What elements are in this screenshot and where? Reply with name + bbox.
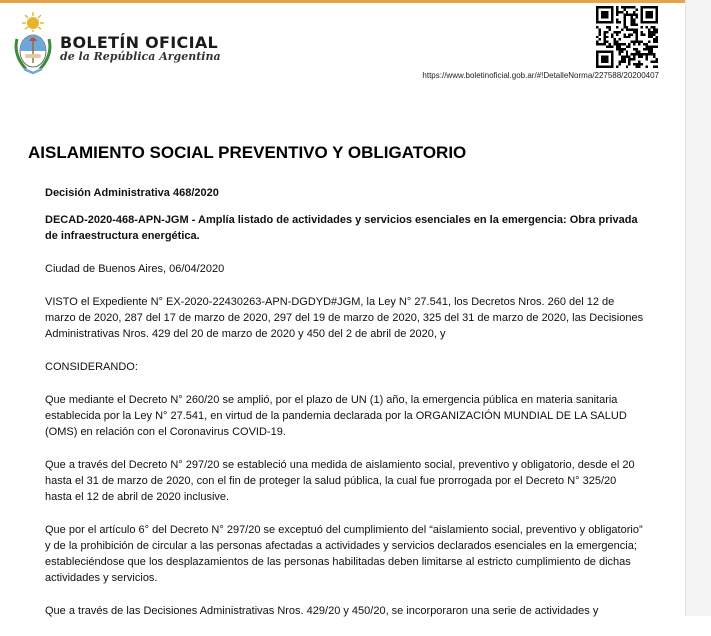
- body-paragraph: Que a través de las Decisiones Administrativas Nros. 429/20 y 450/20, se incorporaron una serie de actividades y: [45, 605, 599, 617]
- body-paragraph: Que mediante el Decreto N° 260/20 se amplió, por el plazo de UN (1) año, la emergencia pública en materia sanitaria establecida por la Ley N° 27.541, en virtud de la pandemia declarada por la ORGANIZACIÓN MUNDIAL DE LA SALUD (OMS) en relación con el Coronavirus COVID-19.: [45, 394, 627, 438]
- decision-heading: DECAD-2020-468-APN-JGM - Amplía listado de actividades y servicios esenciales en la emergencia: Obra privada de infraestructura energética.: [45, 214, 638, 242]
- document-page: [0, 3, 685, 616]
- qr-code-icon: [596, 6, 658, 68]
- section-title: AISLAMIENTO SOCIAL PREVENTIVO Y OBLIGATORIO: [28, 143, 467, 162]
- body-paragraph: Que por el artículo 6° del Decreto N° 297/20 se exceptuó del cumplimiento del “aislamiento social, preventivo y obligatorio” y de la prohibición de circular a las personas afectadas a actividades y servicios declarados esenciales en la emergencia; estableciéndose que los desplazamientos de las personas habilitadas deben limitarse al estricto cumplimiento de dichas actividades y servicios.: [45, 524, 643, 584]
- document-body: [45, 185, 645, 636]
- place-date: Ciudad de Buenos Aires, 06/04/2020: [45, 263, 225, 275]
- decision-number: Decisión Administrativa 468/2020: [45, 187, 219, 199]
- brand-subtitle: de la República Argentina: [60, 50, 221, 63]
- brand-name: BOLETÍN OFICIAL: [60, 33, 219, 52]
- visto-paragraph: VISTO el Expediente N° EX-2020-22430263-APN-DGDYD#JGM, la Ley N° 27.541, los Decretos Nros. 260 del 12 de marzo de 2020, 287 del 17 de marzo de 2020, 297 del 19 de marzo de 2020, 325 del 31 de marzo de 2020, las Decisiones Administrativas Nros. 429 del 20 de marzo de 2020 y 450 del 2 de abril de 2020, y: [45, 296, 644, 340]
- body-paragraph: Que a través del Decreto N° 297/20 se estableció una medida de aislamiento social, preventivo y obligatorio, desde el 20 hasta el 31 de marzo de 2020, con el fin de proteger la salud pública, la cual fue prorrogada por el Decreto N° 325/20 hasta el 12 de abril de 2020 inclusive.: [45, 459, 635, 503]
- viewer-side-strip: [685, 0, 711, 616]
- source-url[interactable]: https://www.boletinoficial.gob.ar/#!DetalleNorma/227588/20200407: [422, 71, 659, 80]
- coat-of-arms-icon: [12, 11, 54, 75]
- considerando-label: CONSIDERANDO:: [45, 361, 138, 373]
